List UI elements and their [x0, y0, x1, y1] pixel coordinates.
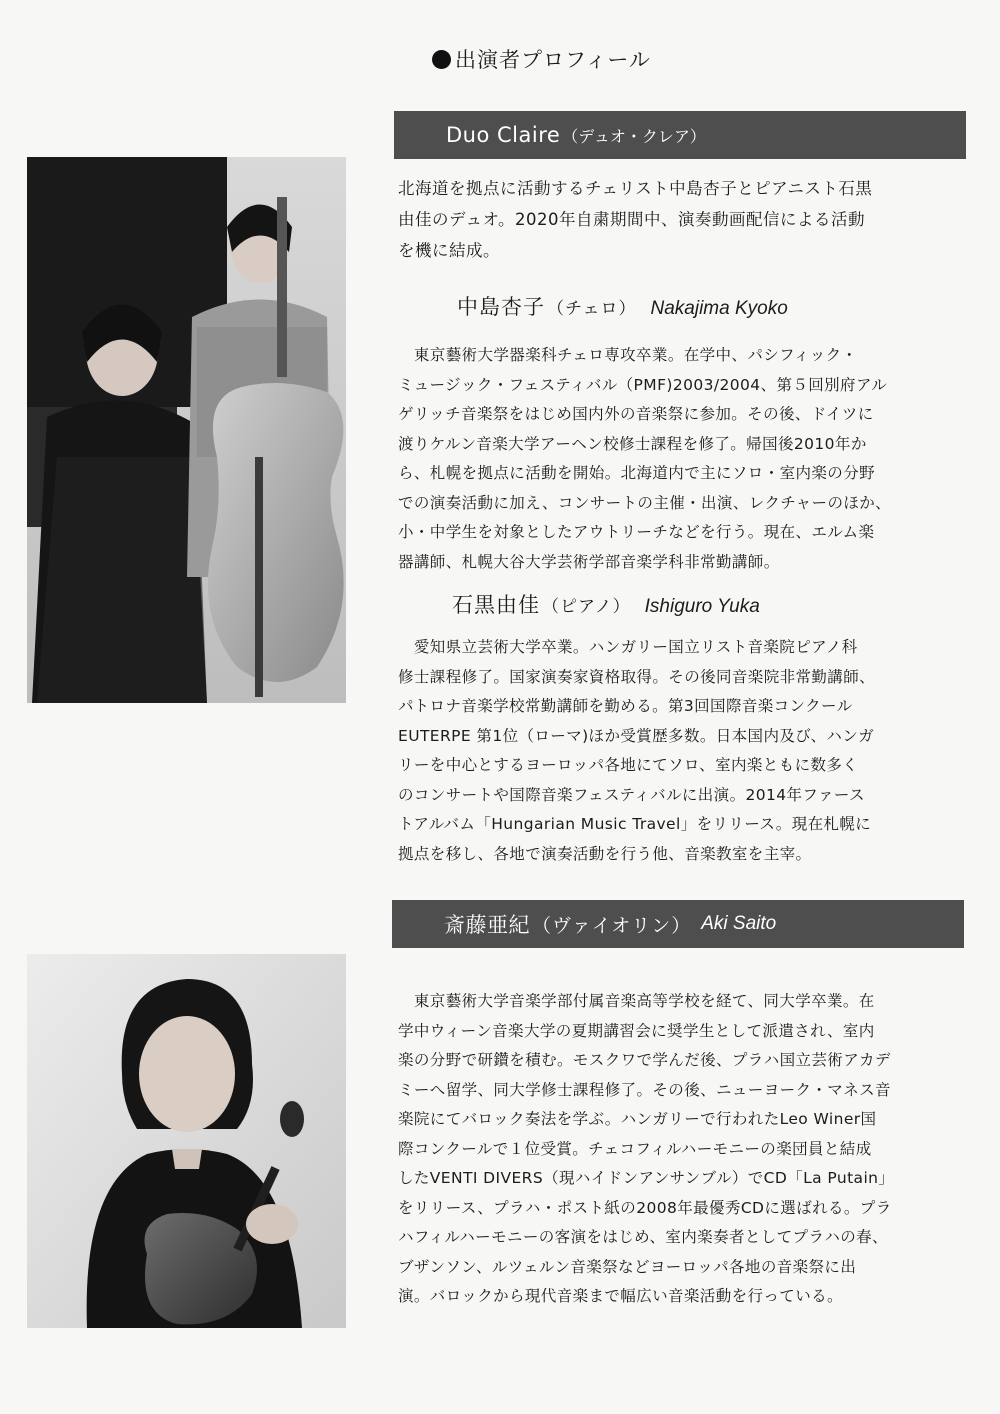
member-part: （ピアノ）	[542, 597, 631, 617]
bio-line: 楽の分野で研鑽を積む。モスクワで学んだ後、プラハ国立芸術アカデ	[398, 1051, 891, 1069]
violinist-photo-image	[27, 954, 346, 1328]
page-title	[432, 44, 651, 74]
duo-intro	[398, 173, 872, 266]
member-bio-nakajima	[398, 341, 891, 577]
duo-name-reading: （デュオ・クレア）	[562, 126, 706, 146]
member-name-nakajima	[457, 291, 788, 321]
bio-line: トアルバム「Hungarian Music Travel」をリリース。現在札幌に	[398, 815, 872, 833]
bio-line: 愛知県立芸術大学卒業。ハンガリー国立リスト音楽院ピアノ科	[398, 638, 858, 656]
bio-line: ブザンソン、ルツェルン音楽祭などヨーロッパ各地の音楽祭に出	[398, 1257, 857, 1276]
bio-line: 東京藝術大学音楽学部付属音楽高等学校を経て、同大学卒業。在	[398, 992, 875, 1010]
member-name-jp: 石黒由佳	[452, 593, 540, 617]
bio-line: リーを中心とするヨーロッパ各地にてソロ、室内楽ともに数多く	[398, 756, 859, 774]
violinist-part: （ヴァイオリン）	[532, 914, 692, 937]
bio-line: をリリース、プラハ・ポスト紙の2008年最優秀CDに選ばれる。プラ	[398, 1198, 892, 1217]
bio-line: ゲリッチ音楽祭をはじめ国内外の音楽祭に参加。その後、ドイツに	[398, 405, 874, 423]
duo-intro-line: を機に結成。	[398, 241, 500, 260]
violinist-name-jp: 斎藤亜紀	[444, 913, 530, 937]
member-name-en: Nakajima Kyoko	[650, 298, 788, 319]
violinist-photo	[27, 954, 346, 1328]
bio-line: 小・中学生を対象としたアウトリーチなどを行う。現在、エルム楽	[398, 523, 875, 541]
member-name-en: Ishiguro Yuka	[644, 596, 760, 617]
bio-line: 渡りケルン音楽大学アーヘン校修士課程を修了。帰国後2010年か	[398, 434, 867, 453]
bio-line: 演。バロックから現代音楽まで幅広い音楽活動を行っている。	[398, 1287, 843, 1305]
bio-line: 楽院にてバロック奏法を学ぶ。ハンガリーで行われたLeo Winer国	[398, 1110, 877, 1128]
duo-section-header	[394, 111, 966, 159]
bio-line: のコンサートや国際音楽フェスティバルに出演。2014年ファース	[398, 785, 865, 804]
duo-name: Duo Claire	[446, 123, 561, 147]
duo-photo-image	[27, 157, 346, 703]
violin-section-header	[392, 900, 964, 948]
bio-line: EUTERPE 第1位（ローマ)ほか受賞歴多数。日本国内及び、ハンガ	[398, 726, 875, 745]
member-bio-ishiguro	[398, 633, 875, 869]
member-name-ishiguro	[452, 589, 760, 619]
bio-line: 東京藝術大学器楽科チェロ専攻卒業。在学中、パシフィック・	[398, 346, 858, 364]
member-name-jp: 中島杏子	[457, 295, 545, 319]
duo-photo	[27, 157, 346, 703]
violinist-bio	[398, 987, 894, 1312]
member-part: （チェロ）	[547, 299, 637, 319]
page-title-text: 出演者プロフィール	[455, 48, 651, 72]
violinist-name-en: Aki Saito	[701, 913, 777, 934]
bio-line: 器講師、札幌大谷大学芸術学部音楽学科非常勤講師。	[398, 552, 780, 571]
bio-line: ミーへ留学、同大学修士課程修了。その後、ニューヨーク・マネス音	[398, 1080, 891, 1099]
bio-line: パトロナ音楽学校常勤講師を勤める。第3回国際音楽コンクール	[398, 697, 853, 715]
bio-line: 際コンクールで１位受賞。チェコフィルハーモニーの楽団員と結成	[398, 1139, 872, 1158]
bio-line: したVENTI DIVERS（現ハイドンアンサンブル）でCD「La Putain」	[398, 1169, 895, 1187]
bullet-dot-icon	[432, 50, 451, 69]
bio-line: ミュージック・フェスティバル（PMF)2003/2004、第５回別府アル	[398, 375, 888, 394]
bio-line: 修士課程修了。国家演奏家資格取得。その後同音楽院非常勤講師、	[398, 667, 876, 686]
bio-line: 学中ウィーン音楽大学の夏期講習会に奨学生として派遣され、室内	[398, 1021, 875, 1040]
duo-intro-line: 由佳のデュオ。2020年自粛期間中、演奏動画配信による活動	[398, 210, 866, 229]
duo-intro-line: 北海道を拠点に活動するチェリスト中島杏子とピアニスト石黒	[398, 179, 873, 198]
bio-line: ハフィルハーモニーの客演をはじめ、室内楽奏者としてプラハの春、	[398, 1228, 888, 1246]
bio-line: 拠点を移し、各地で演奏活動を行う他、音楽教室を主宰。	[398, 844, 812, 863]
bio-line: での演奏活動に加え、コンサートの主催・出演、レクチャーのほか、	[398, 493, 892, 512]
bio-line: ら、札幌を拠点に活動を開始。北海道内で主にソロ・室内楽の分野	[398, 464, 876, 482]
